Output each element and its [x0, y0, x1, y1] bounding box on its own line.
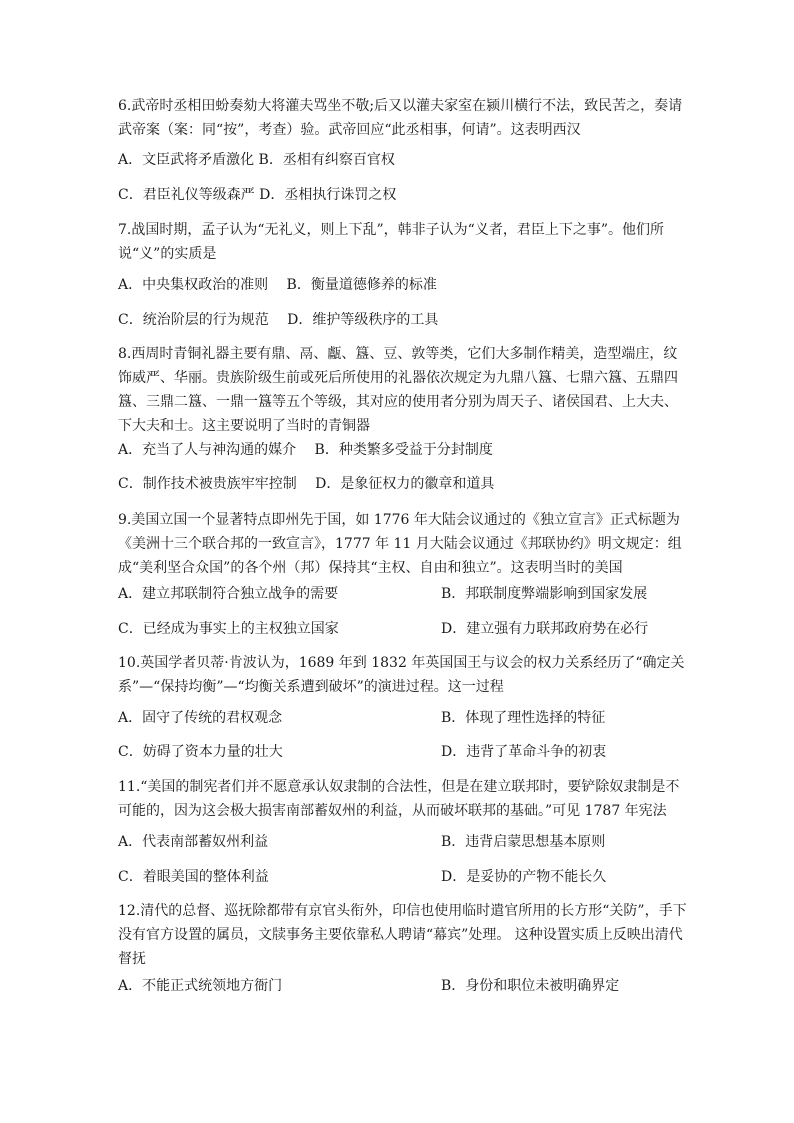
- question-10-stem: 10.英国学者贝蒂·肯波认为，1689 年到 1832 年英国国王与议会的权力关系经历了“确定关系”—“保持均衡”—“均衡关系遭到破坏”的演进过程。这一过程: [118, 655, 685, 695]
- question-11-option-d: D．是妥协的产物不能长久: [441, 869, 607, 885]
- question-8-stem: 8.西周时青铜礼器主要有鼎、鬲、甗、簋、豆、敦等类，它们大多制作精美，造型端庄，纹饰威严、华丽。贵族阶级生前或死后所使用的礼器依次规定为九鼎八簋、七鼎六簋、五鼎四簋、三鼎二簋、一鼎一簋等五个等级，其对应的使用者分别为周天子、诸侯国君、上大夫、下大夫和士。这主要说明了当时的青铜器: [118, 346, 678, 434]
- question-9-option-b: B．邦联制度弊端影响到国家发展: [441, 586, 648, 602]
- question-9-option-c: C．已经成为事实上的主权独立国家: [118, 621, 339, 637]
- question-12-stem: 12.清代的总督、巡抚除都带有京官头衔外，印信也使用临时遣官所用的长方形“关防”，手下没有官方设置的属员，文牍事务主要依靠私人聘请“幕宾”处理。 这种设置实质上反映出清代督抚: [118, 903, 687, 967]
- question-11-stem: 11.“美国的制宪者们并不愿意承认奴隶制的合法性，但是在建立联邦时，要铲除奴隶制是不可能的，因为这会极大损害南部蓄奴州的利益，从而破坏联邦的基础。”可见 1787 年宪法: [118, 779, 680, 819]
- question-9-option-d: D．建立强有力联邦政府势在必行: [441, 621, 649, 637]
- question-6-stem: 6.武帝时丞相田蚡奏劾大将灌夫骂坐不敬;后又以灌夫家室在颍川横行不法，致民苦之，奏请武帝案（案：同“按”，考查）验。武帝回应“此丞相事，何请”。这表明西汉: [118, 98, 683, 138]
- question-10-option-a: A．固守了传统的君权观念: [118, 710, 283, 726]
- question-11-option-b: B．违背启蒙思想基本原则: [441, 834, 606, 850]
- question-8-options-ab: A．充当了人与神沟通的媒介 B．种类繁多受益于分封制度: [118, 442, 493, 458]
- question-11-option-c: C．着眼美国的整体利益: [118, 869, 269, 885]
- question-10-option-b: B．体现了理性选择的特征: [441, 710, 606, 726]
- question-6-options-cd: C．君臣礼仪等级森严 D．丞相执行诛罚之权: [118, 187, 397, 203]
- question-7-options-ab: A．中央集权政治的准则 B．衡量道德修养的标准: [118, 277, 437, 293]
- question-8-options-cd: C．制作技术被贵族牢牢控制 D．是象征权力的徽章和道具: [118, 476, 495, 492]
- question-12-option-b: B．身份和职位未被明确界定: [441, 978, 620, 994]
- question-7-options-cd: C．统治阶层的行为规范 D．维护等级秩序的工具: [118, 312, 439, 328]
- question-9-option-a: A．建立邦联制符合独立战争的需要: [118, 586, 339, 602]
- question-10-option-d: D．违背了革命斗争的初衷: [441, 744, 607, 760]
- question-9-stem: 9.美国立国一个显著特点即州先于国，如 1776 年大陆会议通过的《独立宣言》正式标题为《美洲十三个联合邦的一致宣言》，1777 年 11 月大陆会议通过《邦联协约》明文规定：组成“美利坚合众国”的各个州（邦）保持其“主权、自由和独立”。这表明当时的美国: [118, 512, 682, 576]
- question-10-option-c: C．妨碍了资本力量的壮大: [118, 744, 283, 760]
- question-11-option-a: A．代表南部蓄奴州利益: [118, 834, 269, 850]
- question-7-stem: 7.战国时期，孟子认为“无礼义，则上下乱”，韩非子认为“义者，君臣上下之事”。他们所说“义”的实质是: [118, 222, 664, 262]
- question-12-option-a: A．不能正式统领地方衙门: [118, 978, 283, 994]
- question-6-options-ab: A．文臣武将矛盾激化 B．丞相有纠察百官权: [118, 152, 395, 168]
